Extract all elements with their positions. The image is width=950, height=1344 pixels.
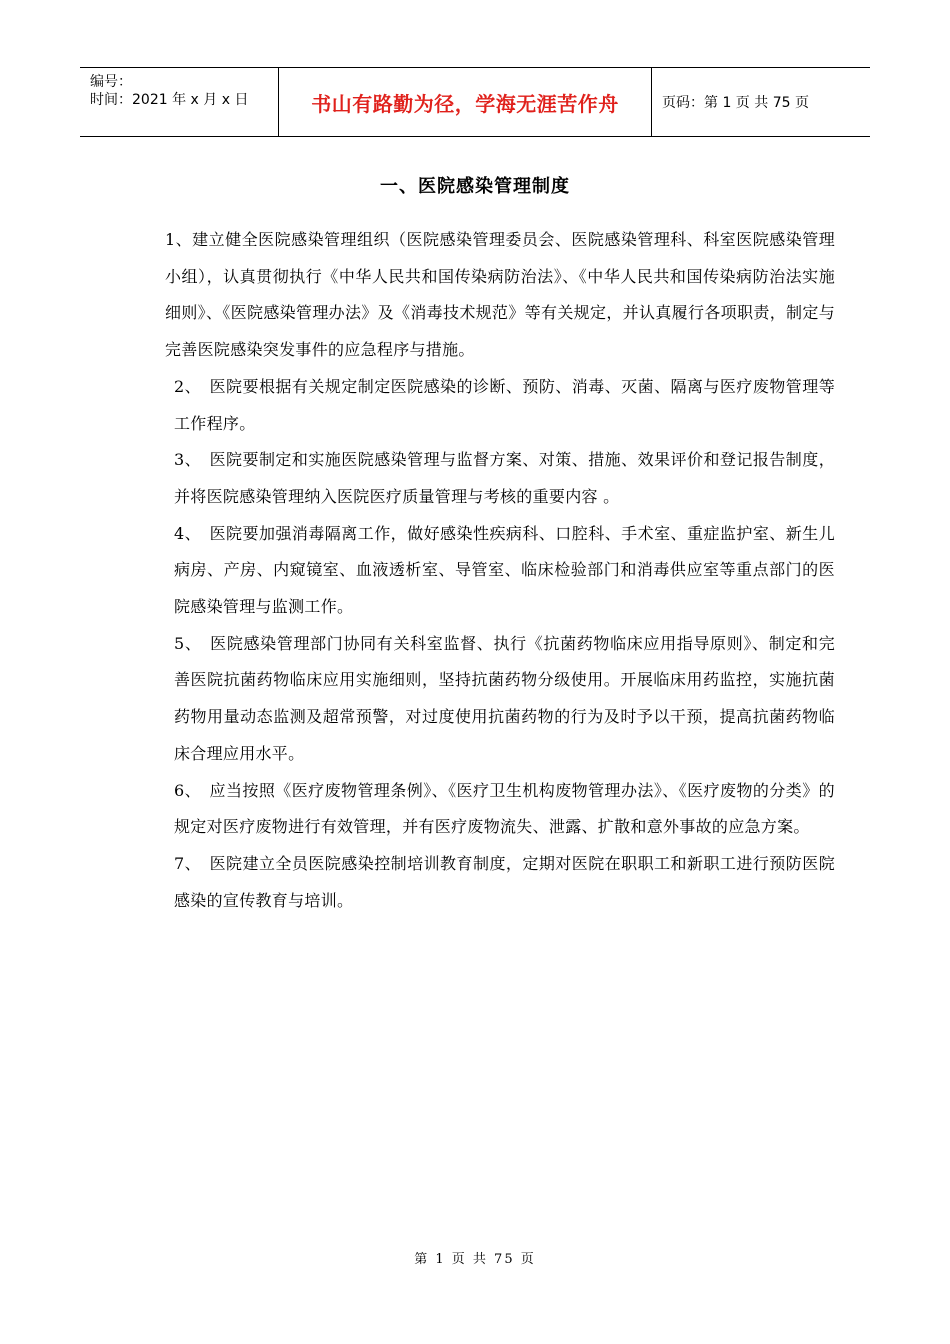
document-body [165, 222, 835, 919]
document-number-label: 编号： [90, 74, 132, 90]
page-footer: 第 1 页 共 75 页 [414, 1252, 536, 1267]
paragraph-2: 2、 医院要根据有关规定制定医院感染的诊断、预防、消毒、灭菌、隔离与医疗废物管理等工作程序。 [174, 376, 835, 433]
paragraph-7: 7、 医院建立全员医院感染控制培训教育制度，定期对医院在职职工和新职工进行预防医院感染的宣传教育与培训。 [174, 853, 835, 910]
paragraph-4: 4、 医院要加强消毒隔离工作，做好感染性疾病科、口腔科、手术室、重症监护室、新生儿病房、产房、内窥镜室、血液透析室、导管室、临床检验部门和消毒供应室等重点部门的医院感染管理与监测工作。 [174, 523, 835, 617]
paragraph-1: 1、建立健全医院感染管理组织（医院感染管理委员会、医院感染管理科、科室医院感染管理小组），认真贯彻执行《中华人民共和国传染病防治法》、《中华人民共和国传染病防治法实施细则》、《医院感染管理办法》及《消毒技术规范》等有关规定，并认真履行各项职责，制定与完善医院感染突发事件的应急程序与措施。 [165, 230, 835, 360]
header-page-info: 页码：第 1 页 共 75 页 [662, 95, 809, 111]
document-time-label: 时间：2021 年 x 月 x 日 [90, 92, 249, 108]
document-title: 一、医院感染管理制度 [380, 176, 570, 197]
paragraph-5: 5、 医院感染管理部门协同有关科室监督、执行《抗菌药物临床应用指导原则》、制定和完善医院抗菌药物临床应用实施细则，坚持抗菌药物分级使用。开展临床用药监控，实施抗菌药物用量动态监测及超常预警，对过度使用抗菌药物的行为及时予以干预，提高抗菌药物临床合理应用水平。 [174, 633, 835, 763]
paragraph-6: 6、 应当按照《医疗废物管理条例》、《医疗卫生机构废物管理办法》、《医疗废物的分类》的规定对医疗废物进行有效管理，并有医疗废物流失、泄露、扩散和意外事故的应急方案。 [174, 780, 835, 837]
paragraph-3: 3、 医院要制定和实施医院感染管理与监督方案、对策、措施、效果评价和登记报告制度，并将医院感染管理纳入医院医疗质量管理与考核的重要内容 。 [174, 450, 835, 506]
header-slogan: 书山有路勤为径，学海无涯苦作舟 [279, 68, 652, 136]
header-meta [80, 68, 279, 136]
page-header [80, 67, 870, 137]
